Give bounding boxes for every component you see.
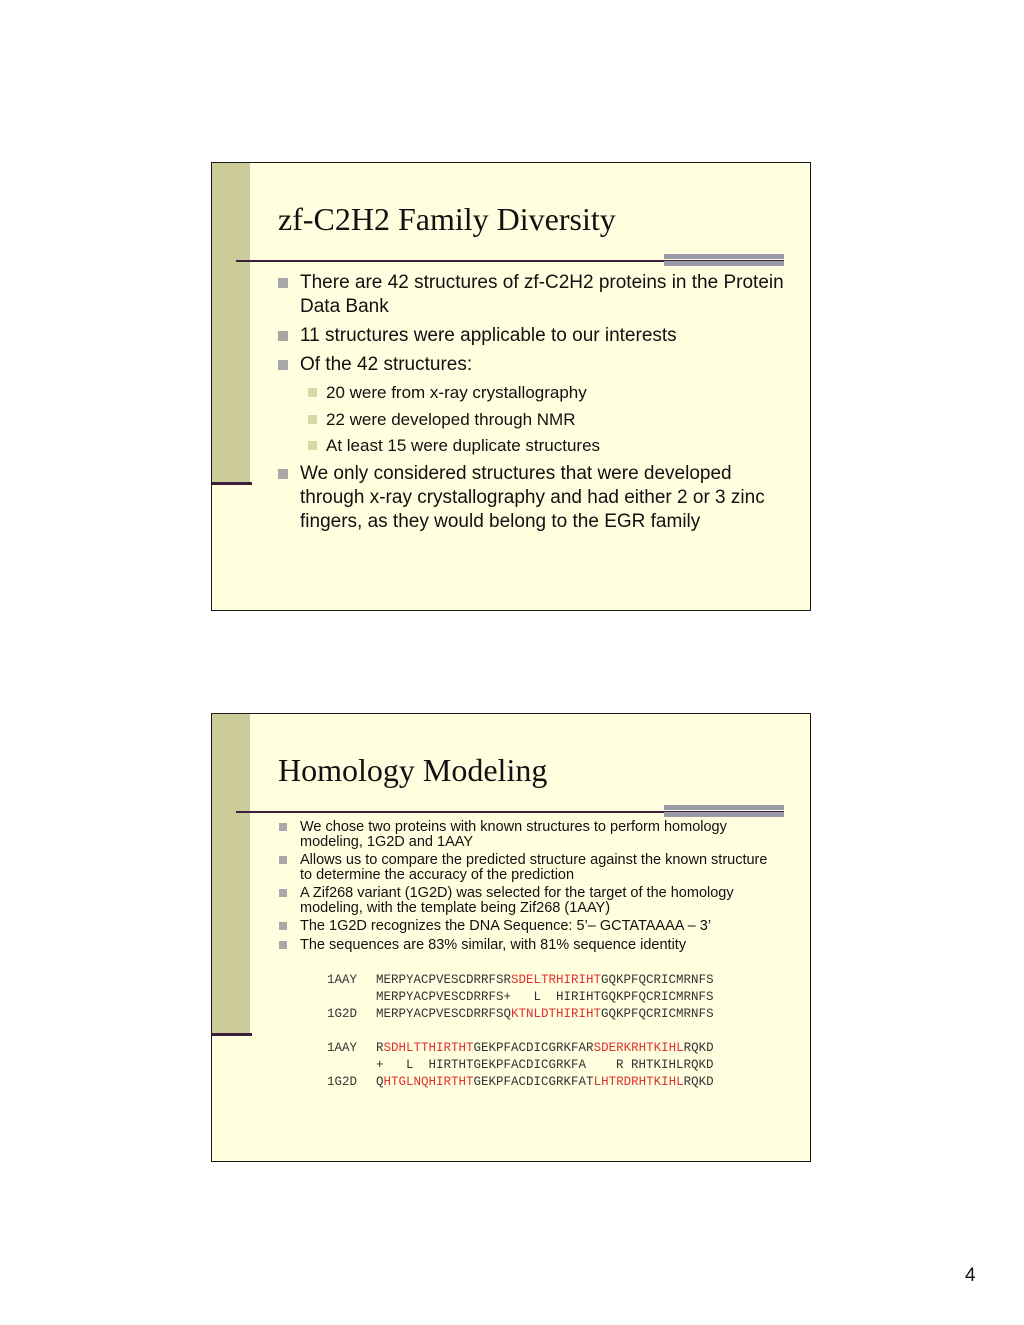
square-bullet-icon [279, 941, 287, 949]
slide-zf-c2h2-family-diversity [211, 162, 811, 611]
square-bullet-icon [279, 922, 287, 930]
square-bullet-icon [278, 331, 288, 341]
square-bullet-icon [279, 823, 287, 831]
slide-side-accent [212, 1033, 252, 1036]
bullet-item: We chose two proteins with known structures to perform homology modeling, 1G2D and 1AAY [278, 820, 778, 849]
square-bullet-icon [279, 856, 287, 864]
sub-bullet-item: 20 were from x-ray crystallography [278, 382, 798, 404]
alignment-row: + L HIRTHTGEKPFACDICGRKFA R RHTKIHLRQKD [376, 1058, 714, 1072]
slide-title: Homology Modeling [278, 752, 548, 788]
bullet-list [278, 820, 778, 956]
square-bullet-icon [308, 441, 317, 450]
slide-homology-modeling [211, 713, 811, 1162]
bullet-item: The sequences are 83% similar, with 81% sequence identity [278, 938, 778, 953]
alignment-row: 1G2D QHTGLNQHIRTHTGEKPFACDICGRKFATLHTRDRHTKIHLRQKD [327, 1075, 714, 1089]
title-rule-accent [664, 254, 784, 266]
sub-bullet-item: At least 15 were duplicate structures [278, 435, 798, 457]
bullet-item: Of the 42 structures: [278, 353, 798, 377]
sub-bullet-item: 22 were developed through NMR [278, 409, 798, 431]
title-rule-accent [664, 805, 784, 817]
slide-side-bar [212, 714, 250, 1036]
slide-side-bar [212, 163, 250, 485]
bullet-item: 11 structures were applicable to our interests [278, 324, 798, 348]
slide-side-accent [212, 482, 252, 485]
alignment-row: 1G2D MERPYACPVESCDRRFSQKTNLDTHIRIHTGQKPFQCRICMRNFS [327, 1007, 714, 1021]
square-bullet-icon [308, 415, 317, 424]
sequence-alignment-block [327, 1040, 714, 1091]
bullet-item: The 1G2D recognizes the DNA Sequence: 5’– GCTATAAAA – 3’ [278, 919, 778, 934]
alignment-row: 1AAY MERPYACPVESCDRRFSRSDELTRHIRIHTGQKPFQCRICMRNFS [327, 973, 714, 987]
bullet-item: A Zif268 variant (1G2D) was selected for the target of the homology modeling, with the template being Zif268 (1AAY) [278, 886, 778, 915]
square-bullet-icon [279, 889, 287, 897]
sequence-alignment-block [327, 972, 714, 1023]
square-bullet-icon [308, 388, 317, 397]
alignment-row: MERPYACPVESCDRRFS+ L HIRIHTGQKPFQCRICMRNFS [376, 990, 714, 1004]
square-bullet-icon [278, 469, 288, 479]
alignment-row: 1AAY RSDHLTTHIRTHTGEKPFACDICGRKFARSDERKRHTKIHLRQKD [327, 1041, 714, 1055]
bullet-item: Allows us to compare the predicted structure against the known structure to determine the accuracy of the prediction [278, 853, 778, 882]
slide-title: zf-C2H2 Family Diversity [278, 201, 616, 237]
bullet-item: We only considered structures that were developed through x-ray crystallography and had either 2 or 3 zinc fingers, as they would belong to the EGR family [278, 462, 798, 534]
page-number: 4 [965, 1265, 976, 1286]
square-bullet-icon [278, 278, 288, 288]
square-bullet-icon [278, 360, 288, 370]
bullet-list [278, 271, 798, 539]
bullet-item: There are 42 structures of zf-C2H2 proteins in the Protein Data Bank [278, 271, 798, 319]
